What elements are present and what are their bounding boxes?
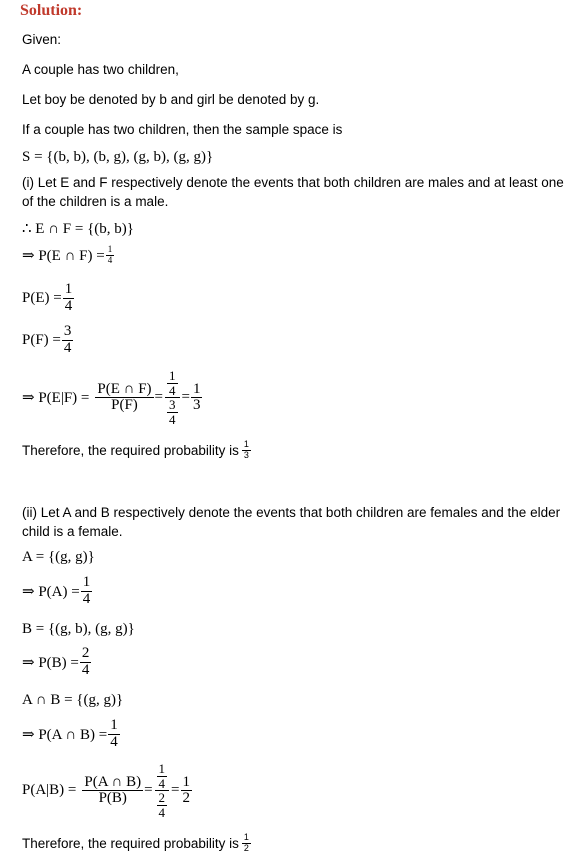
- set-b: B = {(g, b), (g, g)}: [22, 621, 135, 637]
- compound-fraction: $\frac{\frac{1}{4}}{\frac{2}{4}}$: [154, 762, 171, 820]
- solution-heading: Solution:: [20, 2, 83, 19]
- sample-intro: If a couple has two children, then the sample space is: [22, 122, 343, 137]
- fraction: $\frac{1}{4}$: [82, 574, 91, 607]
- a-intersect-b: A ∩ B = {(g, g)}: [22, 692, 124, 708]
- p-a-equation: ⇒ P(A) = $\frac{1}{4}$: [22, 574, 91, 607]
- compound-fraction: $\frac{\frac{1}{4}}{\frac{3}{4}}$: [164, 369, 181, 427]
- couple-text: A couple has two children,: [22, 62, 179, 77]
- fraction: $\frac{1}{4}$: [64, 281, 73, 314]
- fraction: $\frac{1}{3}$: [243, 439, 249, 460]
- notation-text: Let boy be denoted by b and girl be denoted by g.: [22, 92, 320, 107]
- fraction: $\frac{1}{3}$: [192, 380, 201, 414]
- fraction: $\frac{1}{2}$: [243, 832, 249, 853]
- part1-conclusion: Therefore, the required probability is $\frac{1}{3}$: [22, 439, 249, 460]
- part1-intersection: ∴ E ∩ F = {(b, b)}: [22, 221, 134, 237]
- p-b-equation: ⇒ P(B) = $\frac{2}{4}$: [22, 645, 90, 678]
- part2-conclusion: Therefore, the required probability is $\frac{1}{2}$: [22, 832, 249, 853]
- fraction: $\frac{1}{4}$: [107, 244, 113, 265]
- fraction: $\frac{P(E \cap F)}{P(F)}$: [97, 380, 152, 414]
- fraction: $\frac{3}{4}$: [63, 323, 72, 356]
- fraction: $\frac{1}{2}$: [182, 773, 191, 807]
- sample-space: S = {(b, b), (b, g), (g, b), (g, g)}: [22, 149, 214, 165]
- p-f-equation: P(F) = $\frac{3}{4}$: [22, 323, 72, 356]
- set-a: A = {(g, g)}: [22, 549, 95, 565]
- conditional-a-given-b: P(A|B) = $\frac{P(A \cap B)}{P(B)}$ = $\frac{\frac{1}{4}}{\frac{2}{4}}$ = $\frac{1}{2}$: [22, 761, 191, 820]
- given-label: Given:: [22, 32, 62, 47]
- fraction: $\frac{2}{4}$: [81, 645, 90, 678]
- conditional-e-given-f: ⇒ P(E|F) = $\frac{P(E \cap F)}{P(F)}$ = $\frac{\frac{1}{4}}{\frac{3}{4}}$ = $\frac{1}{3}$: [22, 368, 201, 427]
- p-e-intersect-f-equation: ⇒ P(E ∩ F) = $\frac{1}{4}$: [22, 244, 113, 265]
- p-a-intersect-b-equation: ⇒ P(A ∩ B) = $\frac{1}{4}$: [22, 717, 118, 750]
- fraction: $\frac{P(A \cap B)}{P(B)}$: [84, 773, 142, 807]
- fraction: $\frac{1}{4}$: [110, 717, 118, 750]
- part1-statement: (i) Let E and F respectively denote the events that both children are males and at least one of the children is a male.: [22, 175, 564, 209]
- part2-statement: (ii) Let A and B respectively denote the events that both children are females and the elder child is a female.: [22, 505, 561, 539]
- p-e-equation: P(E) = $\frac{1}{4}$: [22, 281, 73, 314]
